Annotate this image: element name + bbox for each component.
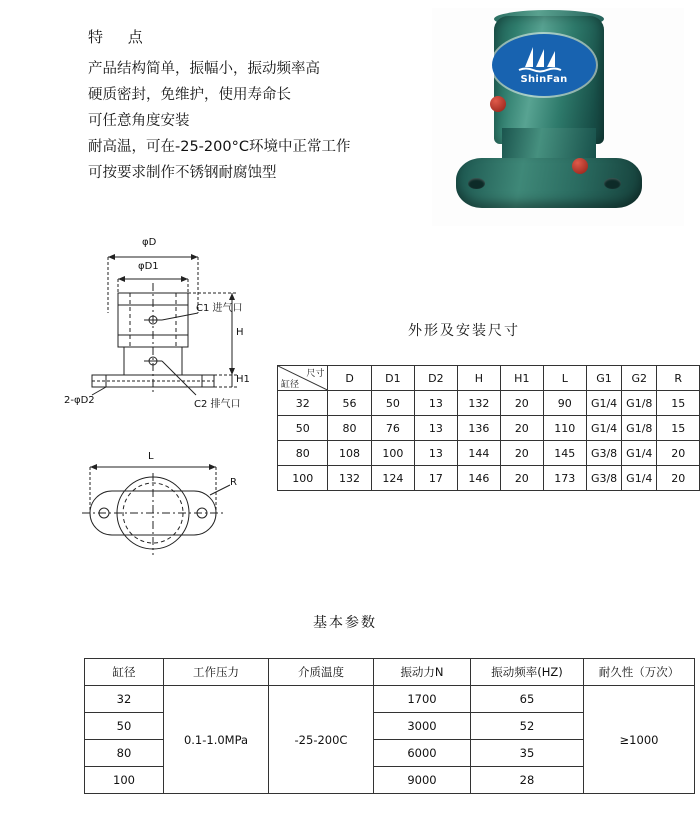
table-row	[278, 416, 700, 441]
flange-hole-icon	[468, 178, 485, 189]
dimension-table	[277, 365, 700, 491]
dim-label-phiD1: φD1	[138, 261, 159, 272]
cell-bore: 80	[85, 740, 164, 767]
feature-line: 耐高温，可在-25-200°C环境中正常工作	[88, 139, 351, 155]
corner-label-top: 尺寸	[306, 369, 325, 379]
features-title: 特 点	[88, 28, 153, 46]
drawing-front-svg	[70, 235, 270, 445]
cell-frequency: 52	[471, 713, 584, 740]
dim-label-exhaust: C2 排气口	[194, 399, 241, 410]
cell-bore: 50	[278, 416, 328, 441]
cell-bore: 32	[278, 391, 328, 416]
cell-force: 6000	[374, 740, 471, 767]
cell-value: 144	[457, 441, 500, 466]
parameters-section-heading: 基本参数	[313, 615, 377, 631]
col-header-force: 振动力N	[374, 659, 471, 686]
cell-value: 76	[371, 416, 414, 441]
dim-label-phiD: φD	[142, 237, 157, 248]
cell-bore: 100	[278, 466, 328, 491]
cell-value: 136	[457, 416, 500, 441]
col-header-D1: D1	[371, 366, 414, 391]
table-corner-cell	[278, 366, 328, 391]
cell-value: 145	[543, 441, 586, 466]
cell-value: G1/8	[622, 391, 657, 416]
cell-force: 9000	[374, 767, 471, 794]
product-photo	[432, 8, 684, 226]
cell-value: G1/4	[622, 466, 657, 491]
dim-label-H1: H1	[236, 374, 250, 385]
cell-value: 15	[657, 416, 700, 441]
cell-value: 20	[500, 416, 543, 441]
table-header-row	[85, 659, 695, 686]
cell-bore: 32	[85, 686, 164, 713]
col-header-G2: G2	[622, 366, 657, 391]
cell-value: 15	[657, 391, 700, 416]
cell-value: 173	[543, 466, 586, 491]
parameters-table	[84, 658, 695, 794]
cell-temperature: -25-200C	[269, 686, 374, 794]
cell-value: G1/4	[622, 441, 657, 466]
col-header-temperature: 介质温度	[269, 659, 374, 686]
cell-frequency: 28	[471, 767, 584, 794]
cell-force: 3000	[374, 713, 471, 740]
cell-value: 124	[371, 466, 414, 491]
cell-value: 100	[371, 441, 414, 466]
dim-label-L: L	[148, 451, 154, 462]
cell-value: 110	[543, 416, 586, 441]
cell-value: 13	[415, 391, 458, 416]
col-header-H: H	[457, 366, 500, 391]
cell-bore: 50	[85, 713, 164, 740]
col-header-bore: 缸径	[85, 659, 164, 686]
cell-value: 90	[543, 391, 586, 416]
table-row	[278, 391, 700, 416]
flange-hole-icon	[604, 178, 621, 189]
dim-label-H: H	[236, 327, 244, 338]
cell-frequency: 35	[471, 740, 584, 767]
cell-value: 56	[328, 391, 371, 416]
cell-value: 17	[415, 466, 458, 491]
cell-pressure: 0.1-1.0MPa	[164, 686, 269, 794]
cell-value: G1/4	[586, 391, 621, 416]
cell-value: 132	[457, 391, 500, 416]
brand-logo	[492, 34, 596, 96]
assembly-drawing-front	[64, 235, 270, 445]
cell-bore: 80	[278, 441, 328, 466]
cell-value: 20	[500, 466, 543, 491]
cell-value: 20	[500, 391, 543, 416]
drawing-plan-svg	[70, 455, 270, 585]
table-header-row	[278, 366, 700, 391]
feature-line: 可按要求制作不锈钢耐腐蚀型	[88, 165, 277, 181]
feature-line: 可任意角度安装	[88, 113, 190, 129]
cell-value: 20	[657, 441, 700, 466]
cell-force: 1700	[374, 686, 471, 713]
cell-value: G3/8	[586, 441, 621, 466]
cell-bore: 100	[85, 767, 164, 794]
dim-label-holes: 2-φD2	[64, 395, 95, 406]
table-row	[278, 466, 700, 491]
cell-value: 20	[500, 441, 543, 466]
air-port-icon	[490, 96, 506, 112]
col-header-pressure: 工作压力	[164, 659, 269, 686]
cell-value: 80	[328, 416, 371, 441]
cell-durability: ≥1000	[584, 686, 695, 794]
col-header-frequency: 振动频率(HZ)	[471, 659, 584, 686]
cell-value: 146	[457, 466, 500, 491]
dim-label-R: R	[230, 477, 237, 488]
table-row	[278, 441, 700, 466]
col-header-G1: G1	[586, 366, 621, 391]
cell-value: G1/4	[586, 416, 621, 441]
col-header-H1: H1	[500, 366, 543, 391]
cell-value: 50	[371, 391, 414, 416]
cell-value: 132	[328, 466, 371, 491]
brand-name: ShinFan	[520, 74, 568, 85]
cell-value: 108	[328, 441, 371, 466]
air-port-icon	[572, 158, 588, 174]
col-header-R: R	[657, 366, 700, 391]
dim-label-intake: C1 进气口	[196, 303, 243, 314]
cell-value: 13	[415, 441, 458, 466]
cell-frequency: 65	[471, 686, 584, 713]
col-header-D2: D2	[415, 366, 458, 391]
assembly-drawing-plan	[70, 451, 270, 585]
features-block	[88, 26, 428, 186]
sailboat-icon	[515, 45, 573, 73]
col-header-durability: 耐久性（万次）	[584, 659, 695, 686]
cell-value: G3/8	[586, 466, 621, 491]
col-header-D: D	[328, 366, 371, 391]
cell-value: 20	[657, 466, 700, 491]
cell-value: 13	[415, 416, 458, 441]
col-header-L: L	[543, 366, 586, 391]
feature-line: 硬质密封，免维护，使用寿命长	[88, 87, 291, 103]
cell-value: G1/8	[622, 416, 657, 441]
corner-label-bottom: 缸径	[281, 380, 300, 390]
feature-line: 产品结构简单，振幅小，振动频率高	[88, 61, 320, 77]
table-row	[85, 686, 695, 713]
dimension-section-heading: 外形及安装尺寸	[408, 323, 520, 339]
